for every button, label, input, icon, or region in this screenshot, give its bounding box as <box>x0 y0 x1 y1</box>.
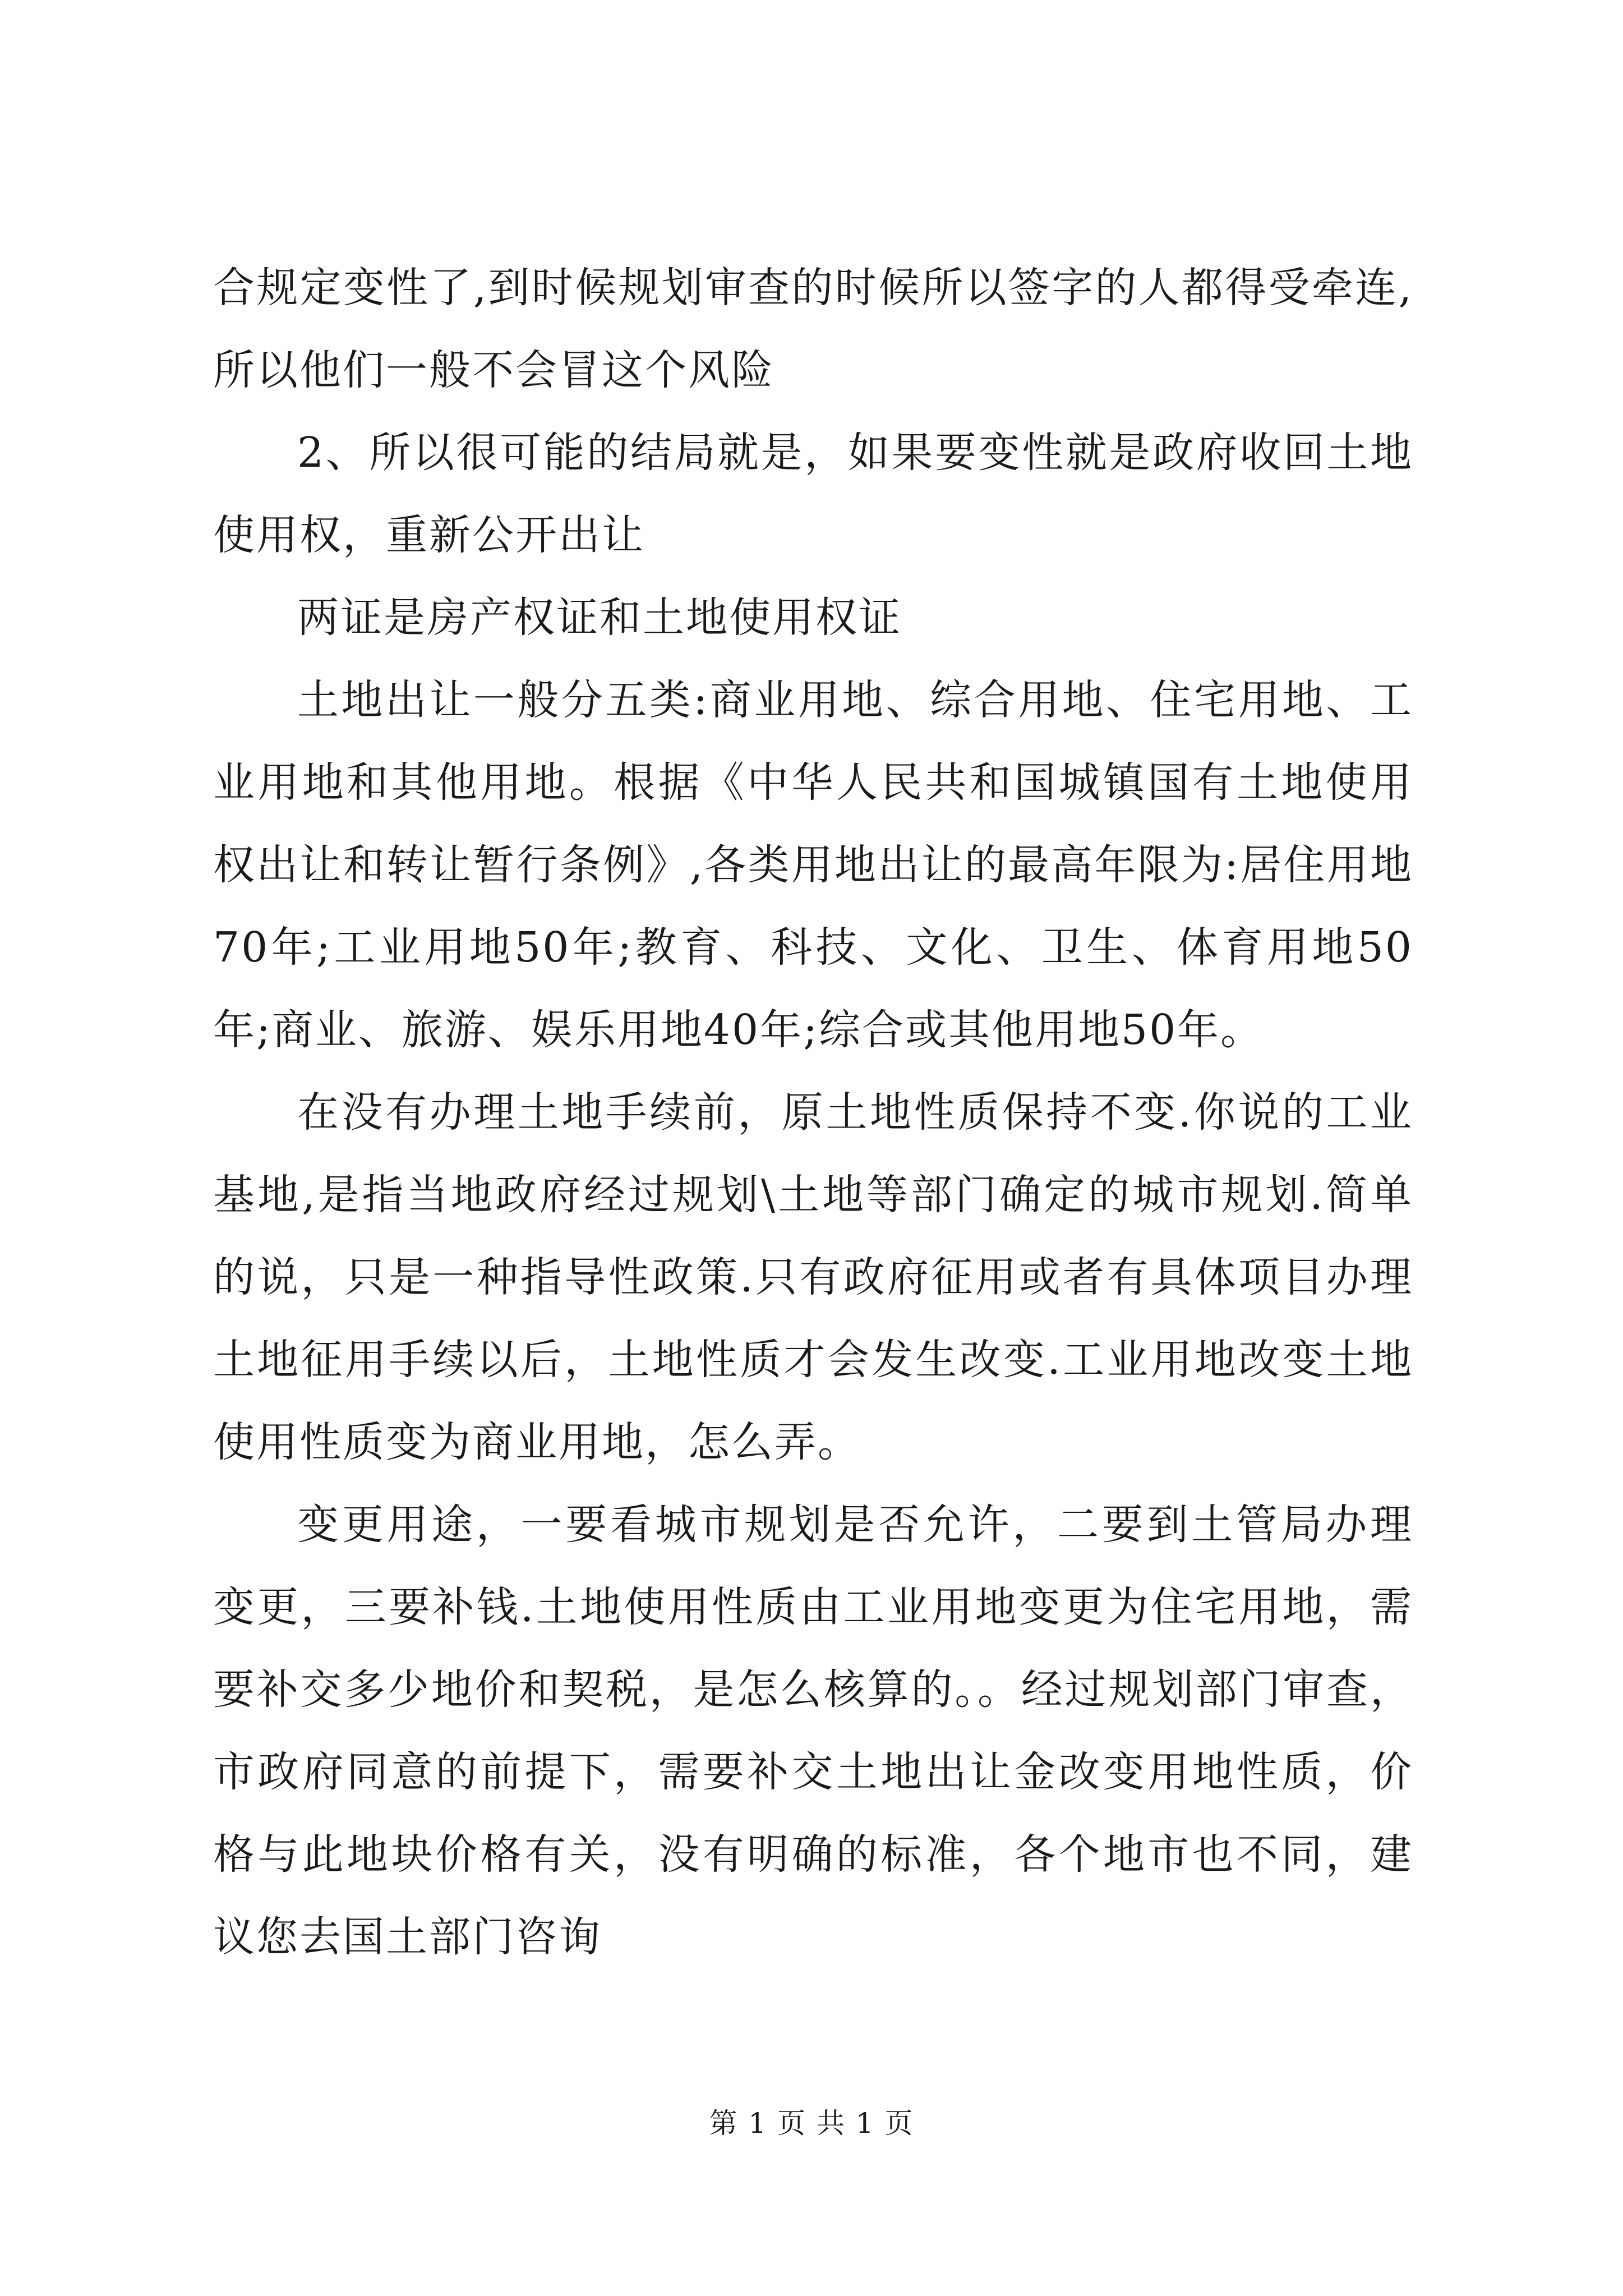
page-footer: 第 1 页 共 1 页 <box>709 2107 914 2139</box>
document-body <box>213 247 1413 1978</box>
paragraph-land-nature: 在没有办理土地手续前，原土地性质保持不变.你说的工业基地,是指当地政府经过规划\土地等部门确定的城市规划.简单的说，只是一种指导性政策.只有政府征用或者有具体项目办理土地征用手续以后，土地性质才会发生改变.工业用地改变土地使用性质变为商业用地，怎么弄。 <box>213 1088 1413 1466</box>
paragraph-continuation: 合规定变性了,到时候规划审查的时候所以签字的人都得受牵连,所以他们一般不会冒这个风险 <box>213 264 1413 394</box>
paragraph-two-certificates: 两证是房产权证和土地使用权证 <box>297 593 902 642</box>
paragraph-item-2: 2、所以很可能的结局就是，如果要变性就是政府收回土地使用权，重新公开出让 <box>213 429 1413 559</box>
paragraph-change-usage: 变更用途，一要看城市规划是否允许，二要到土管局办理变更，三要补钱.土地使用性质由工业用地变更为住宅用地，需要补交多少地价和契税，是怎么核算的。。经过规划部门审查，市政府同意的前提下，需要补交土地出让金改变用地性质，价格与此地块价格有关，没有明确的标准，各个地市也不同，建议您去国土部门咨询 <box>213 1501 1413 1961</box>
paragraph-land-categories: 土地出让一般分五类:商业用地、综合用地、住宅用地、工业用地和其他用地。根据《中华人民共和国城镇国有土地使用权出让和转让暂行条例》,各类用地出让的最高年限为:居住用地70年;工业用地50年;教育、科技、文化、卫生、体育用地50年;商业、旅游、娱乐用地40年;综合或其他用地50年。 <box>213 676 1413 1054</box>
